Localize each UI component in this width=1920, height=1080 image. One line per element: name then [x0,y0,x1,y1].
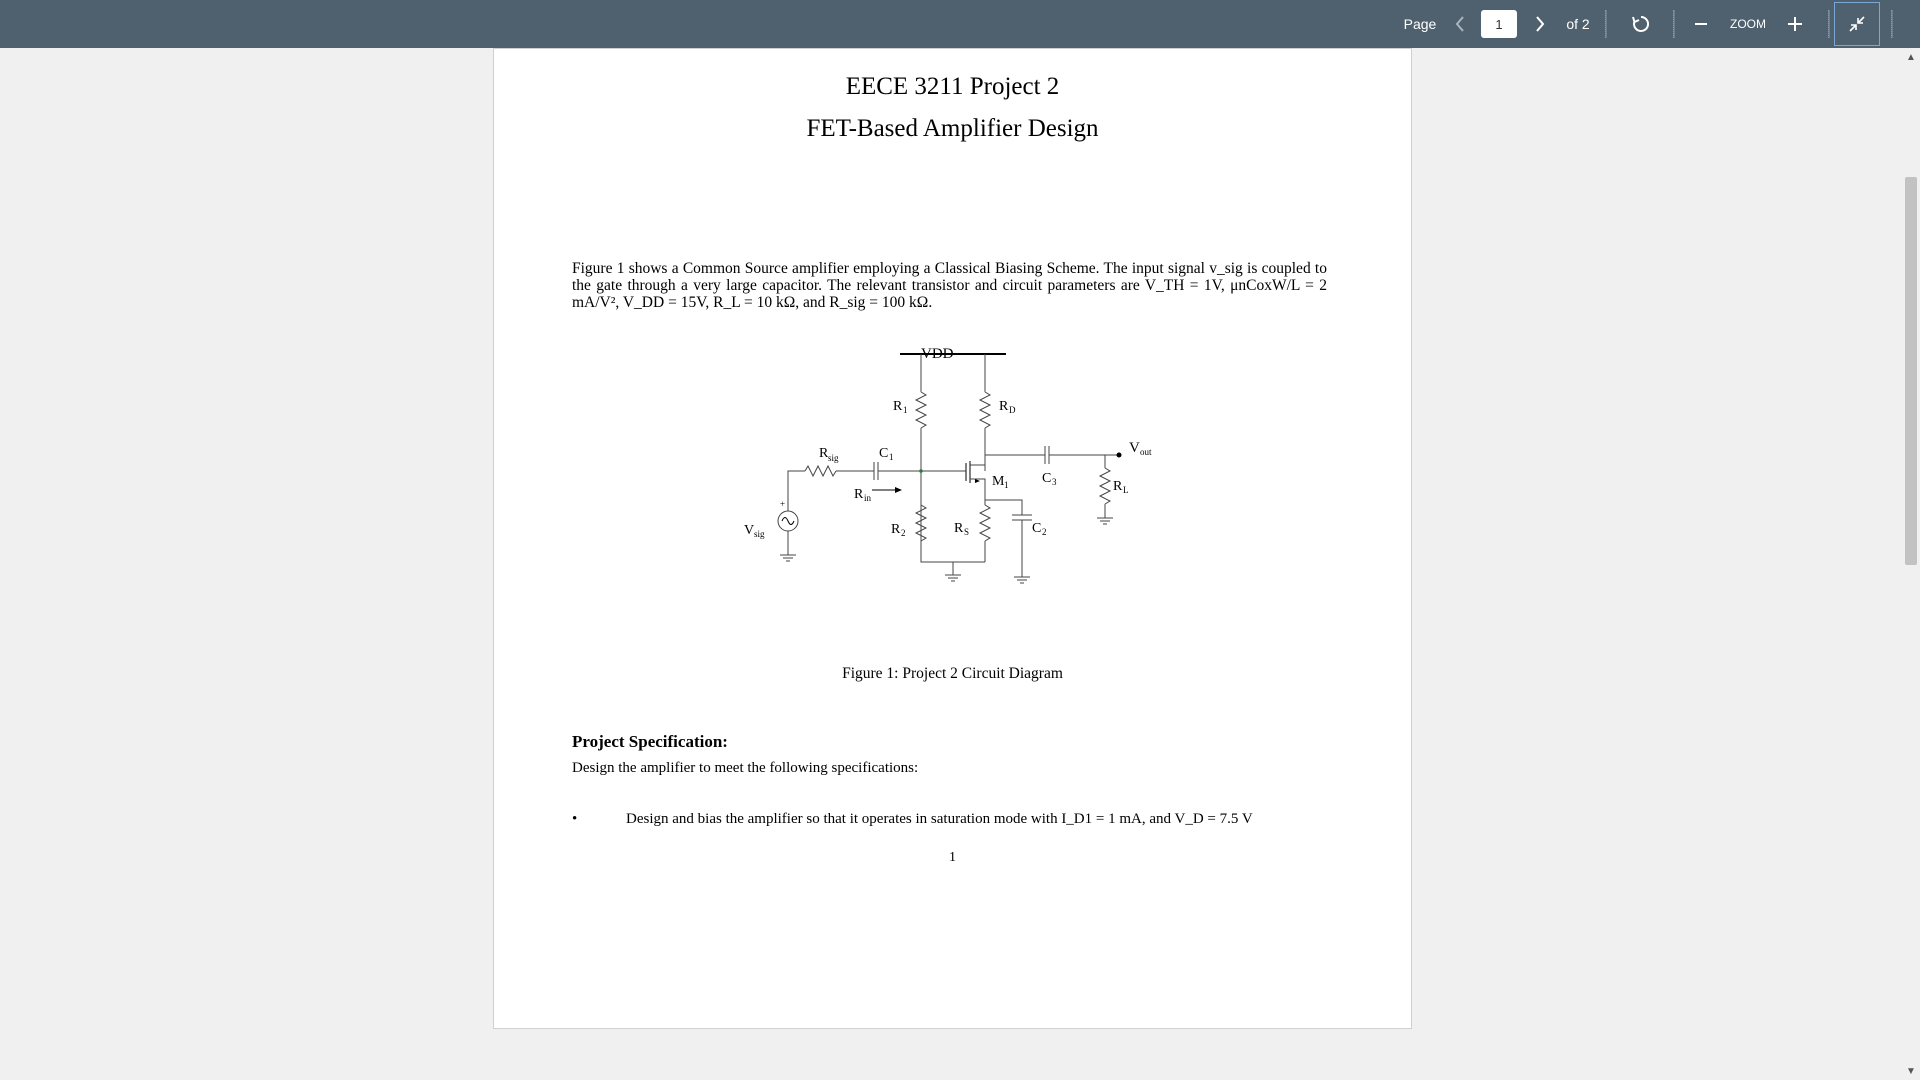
next-page-button[interactable] [1528,0,1552,48]
rin-label-sub: in [864,493,872,503]
bullet-marker: • [572,811,578,827]
plus-icon [1787,16,1803,32]
rl-label: R [1113,479,1123,494]
rsig-label-sub: sig [828,453,839,463]
exit-fullscreen-icon [1848,15,1866,33]
document-subtitle: FET-Based Amplifier Design [806,115,1099,142]
toolbar-separator [1673,10,1675,38]
document-title: EECE 3211 Project 2 [845,73,1060,100]
spec-intro: Design the amplifier to meet the following specifications: [572,760,919,776]
rotate-icon [1631,14,1651,34]
c2-label: C [1032,521,1042,536]
circuit-diagram [740,340,1160,690]
rd-label-sub: D [1009,405,1016,415]
zoom-out-button[interactable] [1688,0,1714,48]
c3-label-sub: 3 [1052,477,1057,487]
chevron-right-icon [1534,15,1546,33]
minus-icon [1694,17,1708,31]
c1-label-sub: 1 [889,452,894,462]
spec-heading: Project Specification: [572,732,728,751]
vdd-label: VDD [921,346,954,362]
page-label: Page [1403,16,1437,32]
toolbar-separator [1891,10,1893,38]
rd-label: R [999,399,1009,414]
pdf-toolbar [0,0,1920,48]
zoom-in-button[interactable] [1782,0,1808,48]
vout-label-sub: out [1140,447,1152,457]
r2-label-sub: 2 [901,528,906,538]
rs-label-sub: S [964,527,970,537]
scroll-down-arrow-icon[interactable]: ▼ [1906,1065,1916,1077]
r1-label: R [893,399,903,414]
m1-label: M [992,474,1005,489]
vsig-plus-label: + [780,499,786,509]
toolbar-separator [1828,10,1830,38]
r1-label-sub: 1 [903,405,908,415]
spec-bullet-1: Design and bias the amplifier so that it operates in saturation mode with I_D1 = 1 mA, and V_D = 7.5 V [626,811,1253,827]
toolbar-separator [1605,10,1607,38]
c1-label: C [879,446,889,461]
page-number-input[interactable]: 1 [1481,10,1517,38]
page-total: of 2 [1566,16,1590,32]
zoom-label: ZOOM [1730,17,1766,31]
c3-label: C [1042,471,1052,486]
chevron-left-icon [1454,15,1466,33]
rl-label-sub: L [1123,485,1129,495]
intro-paragraph [572,260,1327,311]
page-footer-number: 1 [949,850,956,865]
vsig-label: V [744,523,755,538]
rsig-label: R [819,446,829,461]
r2-label: R [891,522,901,537]
figure-caption: Figure 1: Project 2 Circuit Diagram [842,665,1063,682]
c2-label-sub: 2 [1042,527,1047,537]
scrollbar-thumb[interactable] [1905,177,1917,565]
vout-label: V [1129,440,1140,456]
m1-label-sub: 1 [1004,480,1009,490]
scroll-up-arrow-icon[interactable]: ▲ [1906,51,1916,63]
intro-text: Figure 1 shows a Common Source amplifier employing a Classical Biasing Scheme. The input signal v_sig is coupled to the gate through a very large capacitor. The relevant transistor and circuit parameters are V_TH = 1V, μnCoxW/L = 2 mA/V², V_DD = 15V, R_L = 10 kΩ, and R_sig = 100 kΩ. [572,260,1327,311]
rs-label: R [954,521,964,536]
rin-label: R [854,487,864,502]
exit-fullscreen-button[interactable] [1834,2,1880,46]
pdf-page [493,48,1412,1029]
previous-page-button[interactable] [1448,0,1472,48]
rotate-button[interactable] [1626,0,1656,48]
vsig-label-sub: sig [754,529,765,539]
